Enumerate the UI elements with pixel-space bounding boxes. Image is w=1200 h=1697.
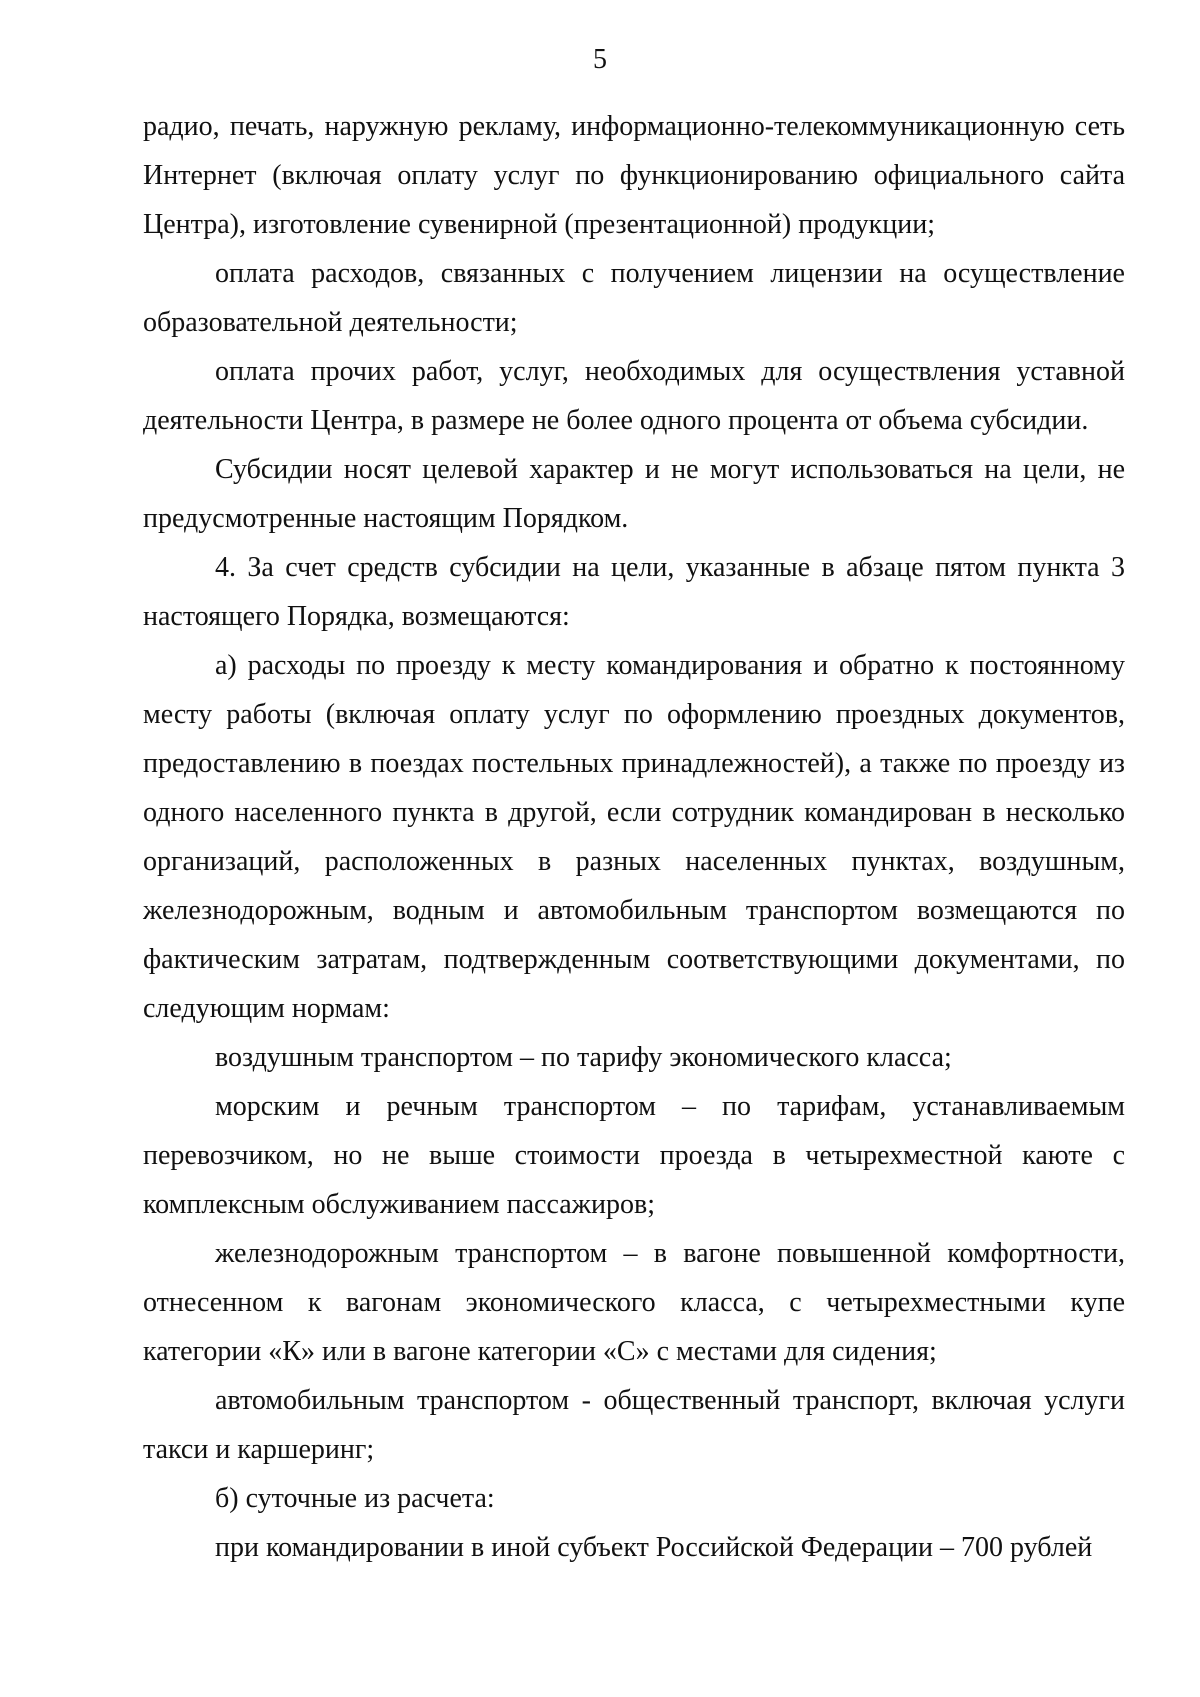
paragraph-road-transport: автомобильным транспортом - общественный транспорт, включая услуги такси и каршеринг; [143,1385,1125,1465]
paragraph-per-diem-other-region: при командировании в иной субъект Российской Федерации – 700 рублей [215,1532,1093,1563]
paragraph-sea-river-transport: морским и речным транспортом – по тарифам, устанавливаемым перевозчиком, но не выше стоимости проезда в четырехместной каюте с комплексным обслуживанием пассажиров; [143,1091,1125,1220]
paragraph-advertising: радио, печать, наружную рекламу, информационно-телекоммуникационную сеть Интернет (включая оплату услуг по функционированию официального сайта Центра), изготовление сувенирной (презентационной) продукции; [143,111,1125,240]
paragraph-per-diem: б) суточные из расчета: [215,1483,495,1514]
paragraph-air-transport: воздушным транспортом – по тарифу экономического класса; [215,1042,952,1073]
document-body [143,102,1125,1572]
paragraph-travel-expenses: а) расходы по проезду к месту командирования и обратно к постоянному месту работы (включая оплату услуг по оформлению проездных документов, предоставлению в поездах постельных принадлежностей), а также по проезду из одного населенного пункта в другой, если сотрудник командирован в несколько организаций, расположенных в разных населенных пунктах, воздушным, железнодорожным, водным и автомобильным транспортом возмещаются по фактическим затратам, подтвержденным соответствующими документами, по следующим нормам: [143,650,1125,1024]
paragraph-license-costs: оплата расходов, связанных с получением лицензии на осуществление образовательной деятельности; [143,258,1125,338]
paragraph-target-use: Субсидии носят целевой характер и не могут использоваться на цели, не предусмотренные настоящим Порядком. [143,454,1125,534]
page-number: 5 [593,44,607,75]
paragraph-item-4: 4. За счет средств субсидии на цели, указанные в абзаце пятом пункта 3 настоящего Порядка, возмещаются: [143,552,1125,632]
paragraph-other-works: оплата прочих работ, услуг, необходимых для осуществления уставной деятельности Центра, в размере не более одного процента от объема субсидии. [143,356,1125,436]
paragraph-rail-transport: железнодорожным транспортом – в вагоне повышенной комфортности, отнесенном к вагонам экономического класса, с четырехместными купе категории «К» или в вагоне категории «С» с местами для сидения; [143,1238,1125,1367]
